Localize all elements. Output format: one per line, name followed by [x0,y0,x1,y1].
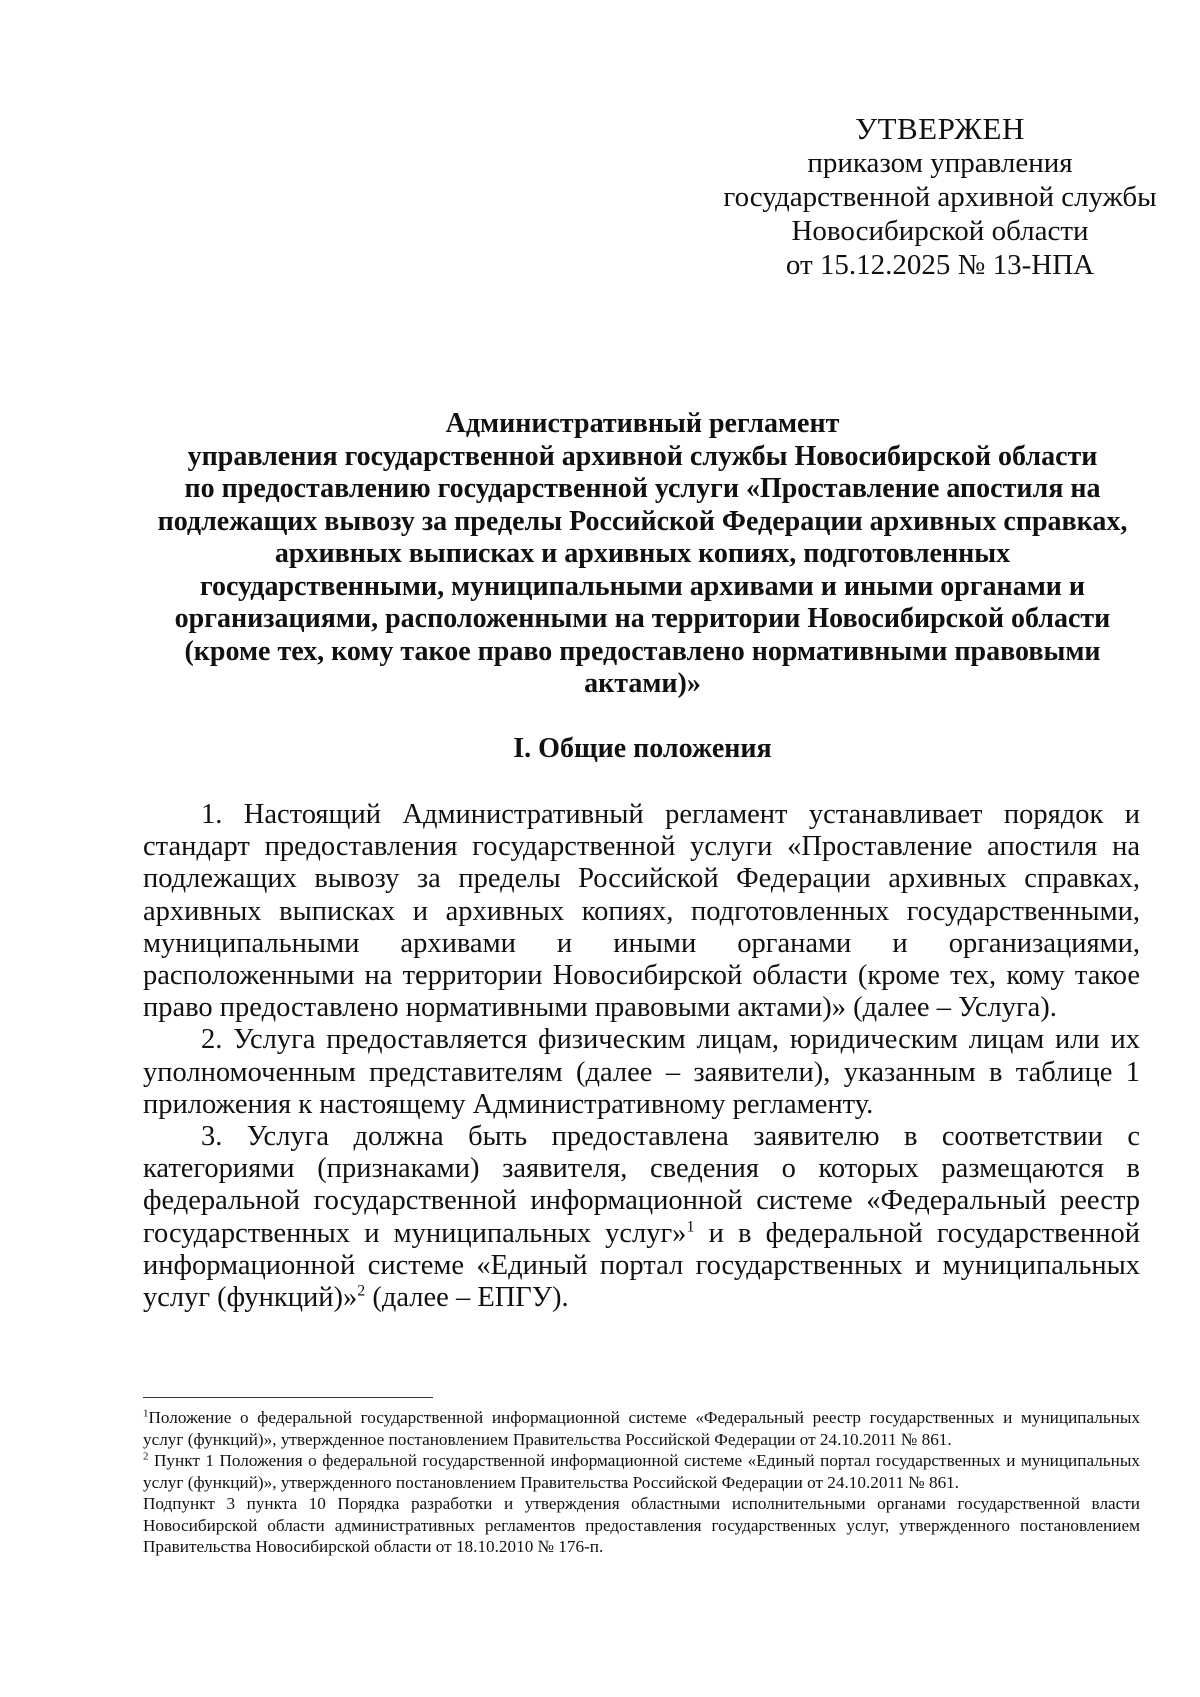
footnote-2-mark: 2 [143,1450,149,1463]
section-heading: I. Общие положения [513,733,772,764]
footnote-2 [143,1450,1140,1493]
paragraph-3-text: (далее – ЕПГУ). [365,1282,569,1314]
title-line: подлежащих вывозу за пределы Российской Федерации архивных справках, [157,505,1128,537]
footnote-ref-2[interactable]: 2 [357,1282,366,1300]
footnote-2-text: Пункт 1 Положения о федеральной государственной информационной системе «Единый портал государственных и муниципальных услуг (функций)», утвержденного постановлением Правительства Российской Федерации от 24.10.2011 № 861. [143,1451,1140,1492]
title-line: (кроме тех, кому такое право предоставлено нормативными правовыми [184,635,1101,667]
title-line: актами)» [584,668,701,699]
footnote-3: Подпункт 3 пункта 10 Порядка разработки и утверждения областными исполнительными органами государственной власти Новосибирской области административных регламентов предоставления государственных услуг, утвержденного постановлением Правительства Новосибирской области от 18.10.2010 № 176-п. [143,1494,1140,1556]
document-title [135,408,1150,701]
footnote-1-text: Положение о федеральной государственной информационной системе «Федеральный реестр государственных и муниципальных услуг (функций)», утвержденное постановлением Правительства Российской Федерации от 24.10.2011 № 861. [143,1408,1140,1449]
approval-region-line: Новосибирской области [791,215,1089,247]
title-line: управления государственной архивной службы Новосибирской области [187,440,1098,472]
title-line: государственными, муниципальными архивами и иными органами и [199,570,1086,602]
approval-date-number-line: от 15.12.2025 № 13-НПА [785,249,1095,281]
paragraph-3-text: 3. Услуга должна быть предоставлена заявителю в соответствии с категориями (признаками) заявителя, сведения о которых размещаются в федеральной государственной информационной системе «Федеральный реестр государственных и муниципальных услуг» [143,1121,1140,1249]
footnote-separator [143,1397,433,1398]
approval-order-line: приказом управления [807,147,1073,179]
approval-stamp-block [690,112,1190,282]
footnotes [143,1407,1140,1558]
title-line: архивных выписках и архивных копиях, подготовленных [274,538,1011,569]
title-line: по предоставлению государственной услуги «Проставление апостиля на [184,473,1101,504]
paragraph-3-text: и в федеральной государственной информационной системе «Единый портал государственных и муниципальных услуг (функций)» [143,1217,1140,1314]
title-line: организациями, расположенными на территории Новосибирской области [174,603,1111,634]
paragraph-1: 1. Настоящий Административный регламент устанавливает порядок и стандарт предоставления государственной услуги «Проставление апостиля на подлежащих вывозу за пределы Российской Федерации архивных справках, архивных выписках и архивных копиях, подготовленных государственными, муниципальными архивами и иными органами и организациями, расположенными на территории Новосибирской области (кроме тех, кому такое право предоставлено нормативными правовыми актами)» (далее – Услуга). [143,799,1140,1024]
footnote-1 [143,1407,1140,1450]
paragraph-3 [143,1121,1140,1314]
approval-authority-line: государственной архивной службы [723,181,1157,213]
title-line: Административный регламент [445,408,840,439]
footnote-1-mark: 1 [143,1407,149,1420]
paragraph-2: 2. Услуга предоставляется физическим лицам, юридическим лицам или их уполномоченным представителям (далее – заявители), указанным в таблице 1 приложения к настоящему Административному регламенту. [143,1024,1140,1120]
body-text [143,799,1140,1314]
footnote-ref-1[interactable]: 1 [686,1218,695,1236]
approved-label: УТВЕРЖЕН [855,111,1025,146]
